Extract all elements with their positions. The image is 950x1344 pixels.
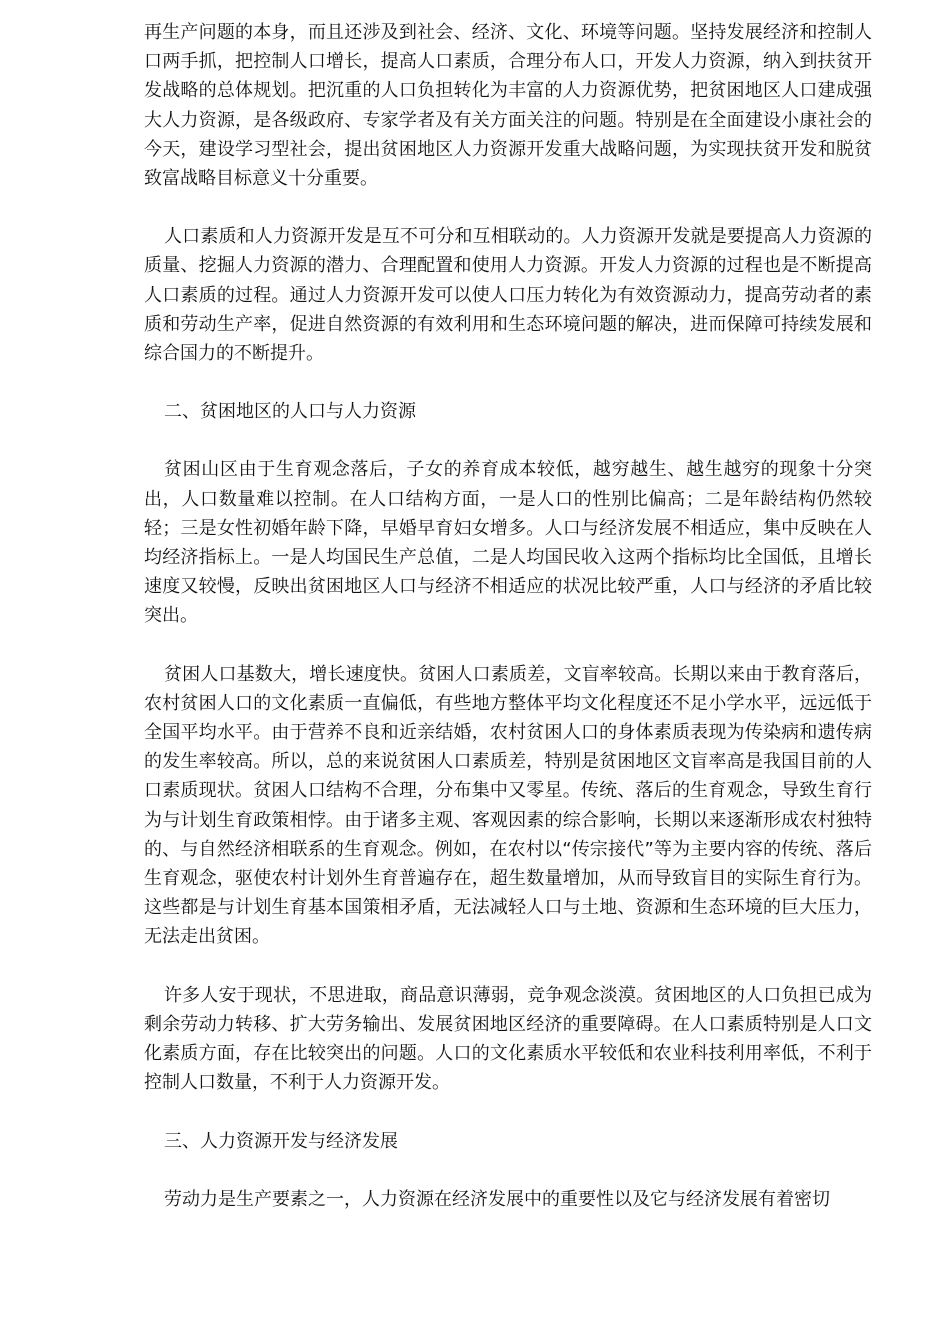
- paragraph-spacer: [144, 368, 872, 397]
- paragraph-spacer: [144, 193, 872, 222]
- document-page: [144, 18, 872, 1214]
- paragraph-3: 贫困山区由于生育观念落后，子女的养育成本较低，越穷越生、越生越穷的现象十分突出，人口数量难以控制。在人口结构方面，一是人口的性别比偏高；二是年龄结构仍然较轻；三是女性初婚年龄下降，早婚早育妇女增多。人口与经济发展不相适应，集中反映在人均经济指标上。一是人均国民生产总值，二是人均国民收入这两个指标均比全国低，且增长速度又较慢，反映出贫困地区人口与经济不相适应的状况比较严重，人口与经济的矛盾比较突出。: [144, 459, 872, 627]
- paragraph-4: 贫困人口基数大，增长速度快。贫困人口素质差，文盲率较高。长期以来由于教育落后，农村贫困人口的文化素质一直偏低，有些地方整体平均文化程度还不足小学水平，远远低于全国平均水平。由于营养不良和近亲结婚，农村贫困人口的身体素质表现为传染病和遗传病的发生率较高。所以，总的来说贫困人口素质差，特别是贫困地区文盲率高是我国目前的人口素质现状。贫困人口结构不合理，分布集中又零星。传统、落后的生育观念，导致生育行为与计划生育政策相悖。由于诸多主观、客观因素的综合影响，长期以来逐渐形成农村独特的、与自然经济相联系的生育观念。例如，在农村以“传宗接代”等为主要内容的传统、落后生育观念，驱使农村计划外生育普遍存在，超生数量增加，从而导致盲目的实际生育行为。这些都是与计划生育基本国策相矛盾，无法减轻人口与土地、资源和生态环境的巨大压力，无法走出贫困。: [144, 663, 872, 948]
- paragraph-spacer: [144, 1156, 872, 1185]
- paragraph-5: 许多人安于现状，不思进取，商品意识薄弱，竞争观念淡漠。贫困地区的人口负担已成为剩余劳动力转移、扩大劳务输出、发展贫困地区经济的重要障碍。在人口素质特别是人口文化素质方面，存在比较突出的问题。人口的文化素质水平较低和农业科技利用率低，不利于控制人口数量，不利于人力资源开发。: [144, 984, 872, 1094]
- paragraph-1: 再生产问题的本身，而且还涉及到社会、经济、文化、环境等问题。坚持发展经济和控制人口两手抓，把控制人口增长，提高人口素质，合理分布人口，开发人力资源，纳入到扶贫开发战略的总体规划。把沉重的人口负担转化为丰富的人力资源优势，把贫困地区人口建成强大人力资源，是各级政府、专家学者及有关方面关注的问题。特别是在全面建设小康社会的今天，建设学习型社会，提出贫困地区人力资源开发重大战略问题，为实现扶贫开发和脱贫致富战略目标意义十分重要。: [144, 22, 872, 190]
- paragraph-6: 劳动力是生产要素之一，人力资源在经济发展中的重要性以及它与经济发展有着密切: [164, 1188, 830, 1210]
- paragraph-spacer: [144, 952, 872, 981]
- paragraph-spacer: [144, 426, 872, 455]
- section-heading-2: 二、贫困地区的人口与人力资源: [164, 401, 416, 423]
- paragraph-spacer: [144, 631, 872, 660]
- paragraph-spacer: [144, 1098, 872, 1127]
- section-heading-3: 三、人力资源开发与经济发展: [164, 1130, 398, 1152]
- paragraph-2: 人口素质和人力资源开发是互不可分和互相联动的。人力资源开发就是要提高人力资源的质量、挖掘人力资源的潜力、合理配置和使用人力资源。开发人力资源的过程也是不断提高人口素质的过程。通过人力资源开发可以使人口压力转化为有效资源动力，提高劳动者的素质和劳动生产率，促进自然资源的有效利用和生态环境问题的解决，进而保障可持续发展和综合国力的不断提升。: [144, 226, 872, 365]
